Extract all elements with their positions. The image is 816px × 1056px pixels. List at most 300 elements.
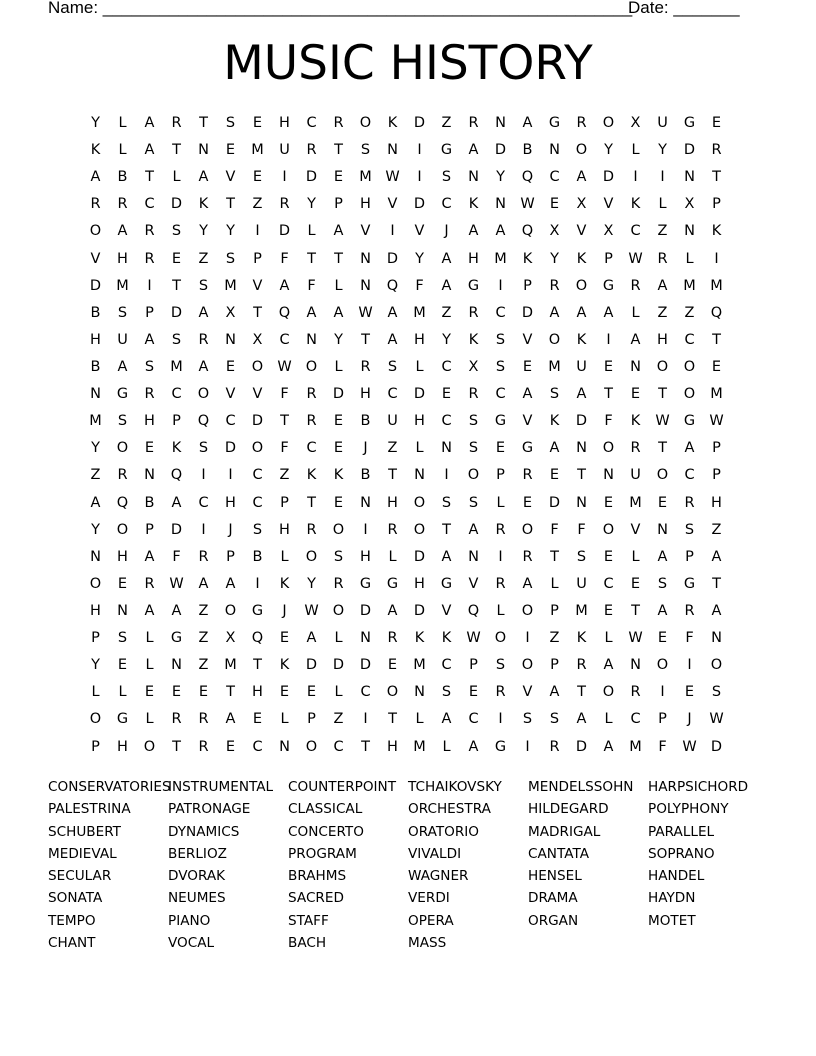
grid-letter: V [387,196,398,213]
grid-letter: B [90,304,101,321]
grid-letter: N [576,494,587,511]
grid-letter: N [387,142,398,159]
grid-letter: K [279,575,290,592]
grid-letter: Z [657,304,668,321]
grid-letter: A [576,304,587,321]
grid-letter: A [630,331,641,348]
grid-letter: H [279,115,290,131]
grid-letter: O [89,711,102,728]
grid-letter: E [117,575,128,592]
grid-letter: R [306,142,317,159]
grid-letter: V [522,413,533,430]
grid-letter: E [252,169,263,186]
grid-letter: I [687,657,692,674]
word-list-item: DYNAMICS [168,823,240,840]
grid-letter: G [440,142,453,159]
grid-letter: T [577,467,586,484]
grid-letter: X [603,223,614,240]
grid-letter: O [197,386,210,403]
grid-letter: O [683,386,696,403]
grid-letter: W [628,630,643,647]
grid-letter: W [466,630,481,647]
grid-letter: A [657,548,668,565]
grid-letter: R [117,467,128,484]
grid-letter: T [361,331,370,348]
grid-letter: R [198,738,209,755]
grid-letter: A [144,115,155,131]
grid-letter: O [224,602,237,619]
grid-letter: O [332,521,345,538]
grid-letter: C [279,331,290,348]
grid-letter: G [602,277,615,294]
grid-letter: O [305,358,318,375]
grid-letter: E [468,684,479,701]
word-list-item: MENDELSSOHN [528,779,634,795]
word-list-item: SCHUBERT [48,823,121,840]
grid-letter: A [387,602,398,619]
grid-letter: A [441,711,452,728]
grid-letter: O [413,521,426,538]
grid-letter: H [387,494,398,511]
grid-letter: I [525,630,530,647]
grid-letter: O [521,521,534,538]
word-list-item: COUNTERPOINT [288,779,397,795]
grid-letter: R [117,196,128,213]
grid-letter: T [550,548,559,565]
grid-letter: N [684,223,695,240]
grid-letter: W [277,358,292,375]
grid-letter: H [225,494,236,511]
grid-letter: E [333,169,344,186]
grid-letter: N [306,331,317,348]
grid-letter: Y [658,142,667,159]
word-list-item: POLYPHONY [648,801,729,818]
grid-letter: E [279,630,290,647]
grid-letter: V [252,386,263,403]
grid-letter: U [576,358,587,375]
grid-letter: A [441,277,452,294]
grid-letter: N [90,386,101,403]
grid-letter: N [360,250,371,267]
word-list-item: CONCERTO [288,823,364,840]
grid-letter: H [144,413,155,430]
grid-letter: M [494,250,507,267]
grid-letter: L [334,358,343,375]
grid-letter: O [332,602,345,619]
grid-letter: I [633,169,638,186]
grid-letter: T [253,304,262,321]
word-list-item: PALESTRINA [48,801,131,818]
grid-letter: O [710,657,723,674]
grid-letter: S [468,440,479,457]
grid-letter: G [548,115,561,131]
grid-letter: P [523,277,532,294]
grid-letter: I [417,142,422,159]
word-list-item: CLASSICAL [288,801,363,818]
grid-letter: P [658,711,667,728]
grid-letter: C [495,386,506,403]
grid-letter: S [657,575,668,592]
grid-letter: E [603,494,614,511]
grid-letter: G [467,277,480,294]
grid-letter: G [494,738,507,755]
grid-letter: T [388,467,397,484]
grid-letter: H [90,602,101,619]
grid-letter: K [306,467,317,484]
grid-letter: I [363,521,368,538]
grid-letter: H [117,738,128,755]
grid-letter: S [468,494,479,511]
grid-letter: S [549,386,560,403]
grid-letter: S [495,358,506,375]
grid-letter: E [657,630,668,647]
grid-letter: A [117,358,128,375]
grid-letter: L [280,548,289,565]
grid-letter: Q [197,413,210,430]
word-list-item: INSTRUMENTAL [168,779,274,795]
grid-letter: K [441,630,452,647]
grid-letter: Z [684,304,695,321]
grid-letter: F [685,630,694,647]
grid-letter: N [279,738,290,755]
grid-letter: T [604,386,613,403]
word-list-item: ORGAN [528,912,579,929]
grid-letter: Z [90,467,101,484]
grid-letter: N [576,440,587,457]
grid-letter: Q [521,169,534,186]
grid-letter: O [89,575,102,592]
grid-letter: P [712,196,721,213]
grid-letter: U [576,575,587,592]
grid-letter: R [468,304,479,321]
grid-letter: Z [657,223,668,240]
grid-letter: A [603,738,614,755]
grid-letter: E [252,711,263,728]
grid-letter: S [117,304,128,321]
grid-letter: N [171,657,182,674]
grid-letter: G [116,711,129,728]
grid-letter: W [169,575,184,592]
grid-letter: R [630,440,641,457]
grid-letter: A [522,386,533,403]
grid-letter: S [441,169,452,186]
grid-letter: T [145,169,154,186]
grid-letter: F [550,521,559,538]
grid-letter: C [468,711,479,728]
grid-letter: N [630,358,641,375]
grid-letter: Z [279,467,290,484]
grid-letter: P [550,657,559,674]
grid-letter: H [414,575,425,592]
grid-letter: A [576,711,587,728]
grid-letter: P [307,711,316,728]
grid-letter: R [495,521,506,538]
grid-letter: V [414,223,425,240]
grid-letter: S [117,413,128,430]
grid-letter: R [468,386,479,403]
grid-letter: K [468,331,479,348]
grid-letter: R [387,630,398,647]
grid-letter: A [90,169,101,186]
grid-letter: U [630,467,641,484]
grid-letter: E [225,358,236,375]
grid-letter: R [630,277,641,294]
grid-letter: I [282,169,287,186]
grid-letter: R [495,575,506,592]
grid-letter: F [280,250,289,267]
grid-letter: L [334,630,343,647]
grid-letter: W [304,602,319,619]
grid-letter: L [415,711,424,728]
grid-letter: A [198,169,209,186]
grid-letter: G [251,602,264,619]
grid-letter: A [576,169,587,186]
grid-letter: A [387,331,398,348]
grid-letter: G [116,386,129,403]
grid-letter: E [684,684,695,701]
grid-letter: M [548,358,561,375]
word-list-item: HENSEL [528,868,582,885]
grid-letter: T [307,250,316,267]
grid-letter: D [413,386,426,403]
grid-letter: I [714,250,719,267]
grid-letter: A [603,304,614,321]
grid-letter: C [684,331,695,348]
word-list-item: HAYDN [648,890,696,907]
grid-letter: K [711,223,722,240]
grid-letter: I [255,223,260,240]
word-list-item: HANDEL [648,868,705,885]
grid-letter: X [252,331,263,348]
grid-letter: O [494,630,507,647]
grid-letter: V [468,575,479,592]
grid-letter: K [198,196,209,213]
grid-letter: T [172,142,181,159]
grid-letter: L [604,630,613,647]
grid-letter: K [576,250,587,267]
grid-letter: D [332,386,345,403]
grid-letter: N [495,196,506,213]
grid-letter: C [549,169,560,186]
grid-letter: A [657,602,668,619]
grid-letter: C [495,304,506,321]
grid-letter: D [683,142,696,159]
grid-letter: Z [252,196,263,213]
grid-letter: A [198,575,209,592]
grid-letter: R [549,738,560,755]
grid-letter: C [252,494,263,511]
grid-letter: V [522,331,533,348]
grid-letter: Y [334,331,343,348]
grid-letter: E [630,386,641,403]
grid-letter: K [630,196,641,213]
grid-letter: X [225,630,236,647]
grid-letter: W [655,413,670,430]
grid-letter: W [628,250,643,267]
grid-letter: V [522,684,533,701]
grid-letter: J [282,602,287,619]
grid-letter: Z [198,657,209,674]
grid-letter: N [603,467,614,484]
grid-letter: I [228,467,233,484]
grid-letter: S [117,630,128,647]
grid-letter: B [144,494,155,511]
grid-letter: E [198,684,209,701]
grid-letter: Q [116,494,129,511]
grid-letter: S [468,413,479,430]
grid-letter: O [359,115,372,131]
grid-letter: A [468,738,479,755]
grid-letter: T [631,602,640,619]
grid-letter: N [441,440,452,457]
grid-letter: C [252,467,263,484]
grid-letter: A [711,602,722,619]
grid-letter: H [414,413,425,430]
grid-letter: A [171,602,182,619]
grid-letter: M [575,602,588,619]
grid-letter: Q [467,602,480,619]
grid-letter: A [603,657,614,674]
grid-letter: D [251,413,264,430]
grid-letter: S [360,142,371,159]
grid-letter: R [549,277,560,294]
grid-letter: K [171,440,182,457]
grid-letter: A [144,602,155,619]
grid-letter: E [630,575,641,592]
grid-letter: Z [333,711,344,728]
grid-letter: I [606,331,611,348]
grid-letter: D [575,413,588,430]
grid-letter: P [712,440,721,457]
grid-letter: P [280,494,289,511]
grid-letter: F [280,386,289,403]
grid-letter: H [252,684,263,701]
grid-letter: E [711,115,722,131]
grid-letter: C [198,494,209,511]
grid-letter: O [656,657,669,674]
grid-letter: G [170,630,183,647]
grid-letter: M [683,277,696,294]
grid-letter: L [442,738,451,755]
grid-letter: M [116,277,129,294]
grid-letter: H [711,494,722,511]
grid-letter: H [360,386,371,403]
grid-letter: H [90,331,101,348]
grid-letter: T [712,331,721,348]
grid-letter: N [225,331,236,348]
grid-letter: A [333,304,344,321]
grid-letter: L [496,602,505,619]
grid-letter: M [89,413,102,430]
grid-letter: V [90,250,101,267]
grid-letter: D [413,115,426,131]
grid-letter: A [495,223,506,240]
grid-letter: I [417,169,422,186]
grid-letter: N [360,494,371,511]
grid-letter: I [660,684,665,701]
grid-letter: T [712,169,721,186]
grid-letter: D [386,250,399,267]
grid-letter: S [495,657,506,674]
grid-letter: R [171,711,182,728]
grid-letter: A [144,331,155,348]
grid-letter: S [576,548,587,565]
grid-letter: A [117,223,128,240]
grid-letter: S [441,494,452,511]
grid-letter: S [441,684,452,701]
word-list-item: SECULAR [48,868,112,885]
word-list-item: SACRED [288,890,344,907]
grid-letter: E [171,250,182,267]
grid-letter: D [305,657,318,674]
grid-letter: R [684,494,695,511]
grid-letter: E [549,467,560,484]
grid-letter: H [414,331,425,348]
grid-letter: G [683,413,696,430]
grid-letter: F [604,413,613,430]
name-field-label: Name: ________________________________________________________ [48,0,633,17]
grid-letter: J [228,521,233,538]
grid-letter: C [387,386,398,403]
grid-letter: A [90,494,101,511]
grid-letter: A [144,548,155,565]
grid-letter: E [657,494,668,511]
grid-letter: L [415,358,424,375]
grid-letter: L [604,711,613,728]
grid-letter: R [144,575,155,592]
word-list-item: NEUMES [168,890,226,907]
grid-letter: T [226,196,235,213]
grid-letter: K [90,142,101,159]
grid-letter: S [225,250,236,267]
grid-letter: S [711,684,722,701]
grid-letter: P [496,467,505,484]
grid-letter: R [198,711,209,728]
grid-letter: O [386,684,399,701]
grid-letter: K [630,413,641,430]
grid-letter: R [522,467,533,484]
grid-letter: L [307,223,316,240]
grid-letter: T [658,440,667,457]
grid-letter: D [710,738,723,755]
grid-letter: B [360,467,371,484]
word-list-item: DVORAK [168,868,226,885]
grid-letter: U [387,413,398,430]
grid-letter: F [577,521,586,538]
grid-letter: O [602,684,615,701]
grid-letter: O [251,440,264,457]
grid-letter: O [467,467,480,484]
grid-letter: L [145,657,154,674]
grid-letter: M [629,494,642,511]
grid-letter: N [414,467,425,484]
grid-letter: P [712,467,721,484]
grid-letter: Y [91,440,100,457]
word-list-item: ORCHESTRA [408,801,491,818]
grid-letter: C [630,223,641,240]
grid-letter: E [225,738,236,755]
grid-letter: L [631,304,640,321]
grid-letter: R [90,196,101,213]
grid-letter: A [306,630,317,647]
grid-letter: M [413,657,426,674]
grid-letter: L [631,548,640,565]
grid-letter: D [224,440,237,457]
grid-letter: X [225,304,236,321]
word-list-item: VERDI [408,890,450,907]
grid-letter: N [549,142,560,159]
grid-letter: C [252,738,263,755]
